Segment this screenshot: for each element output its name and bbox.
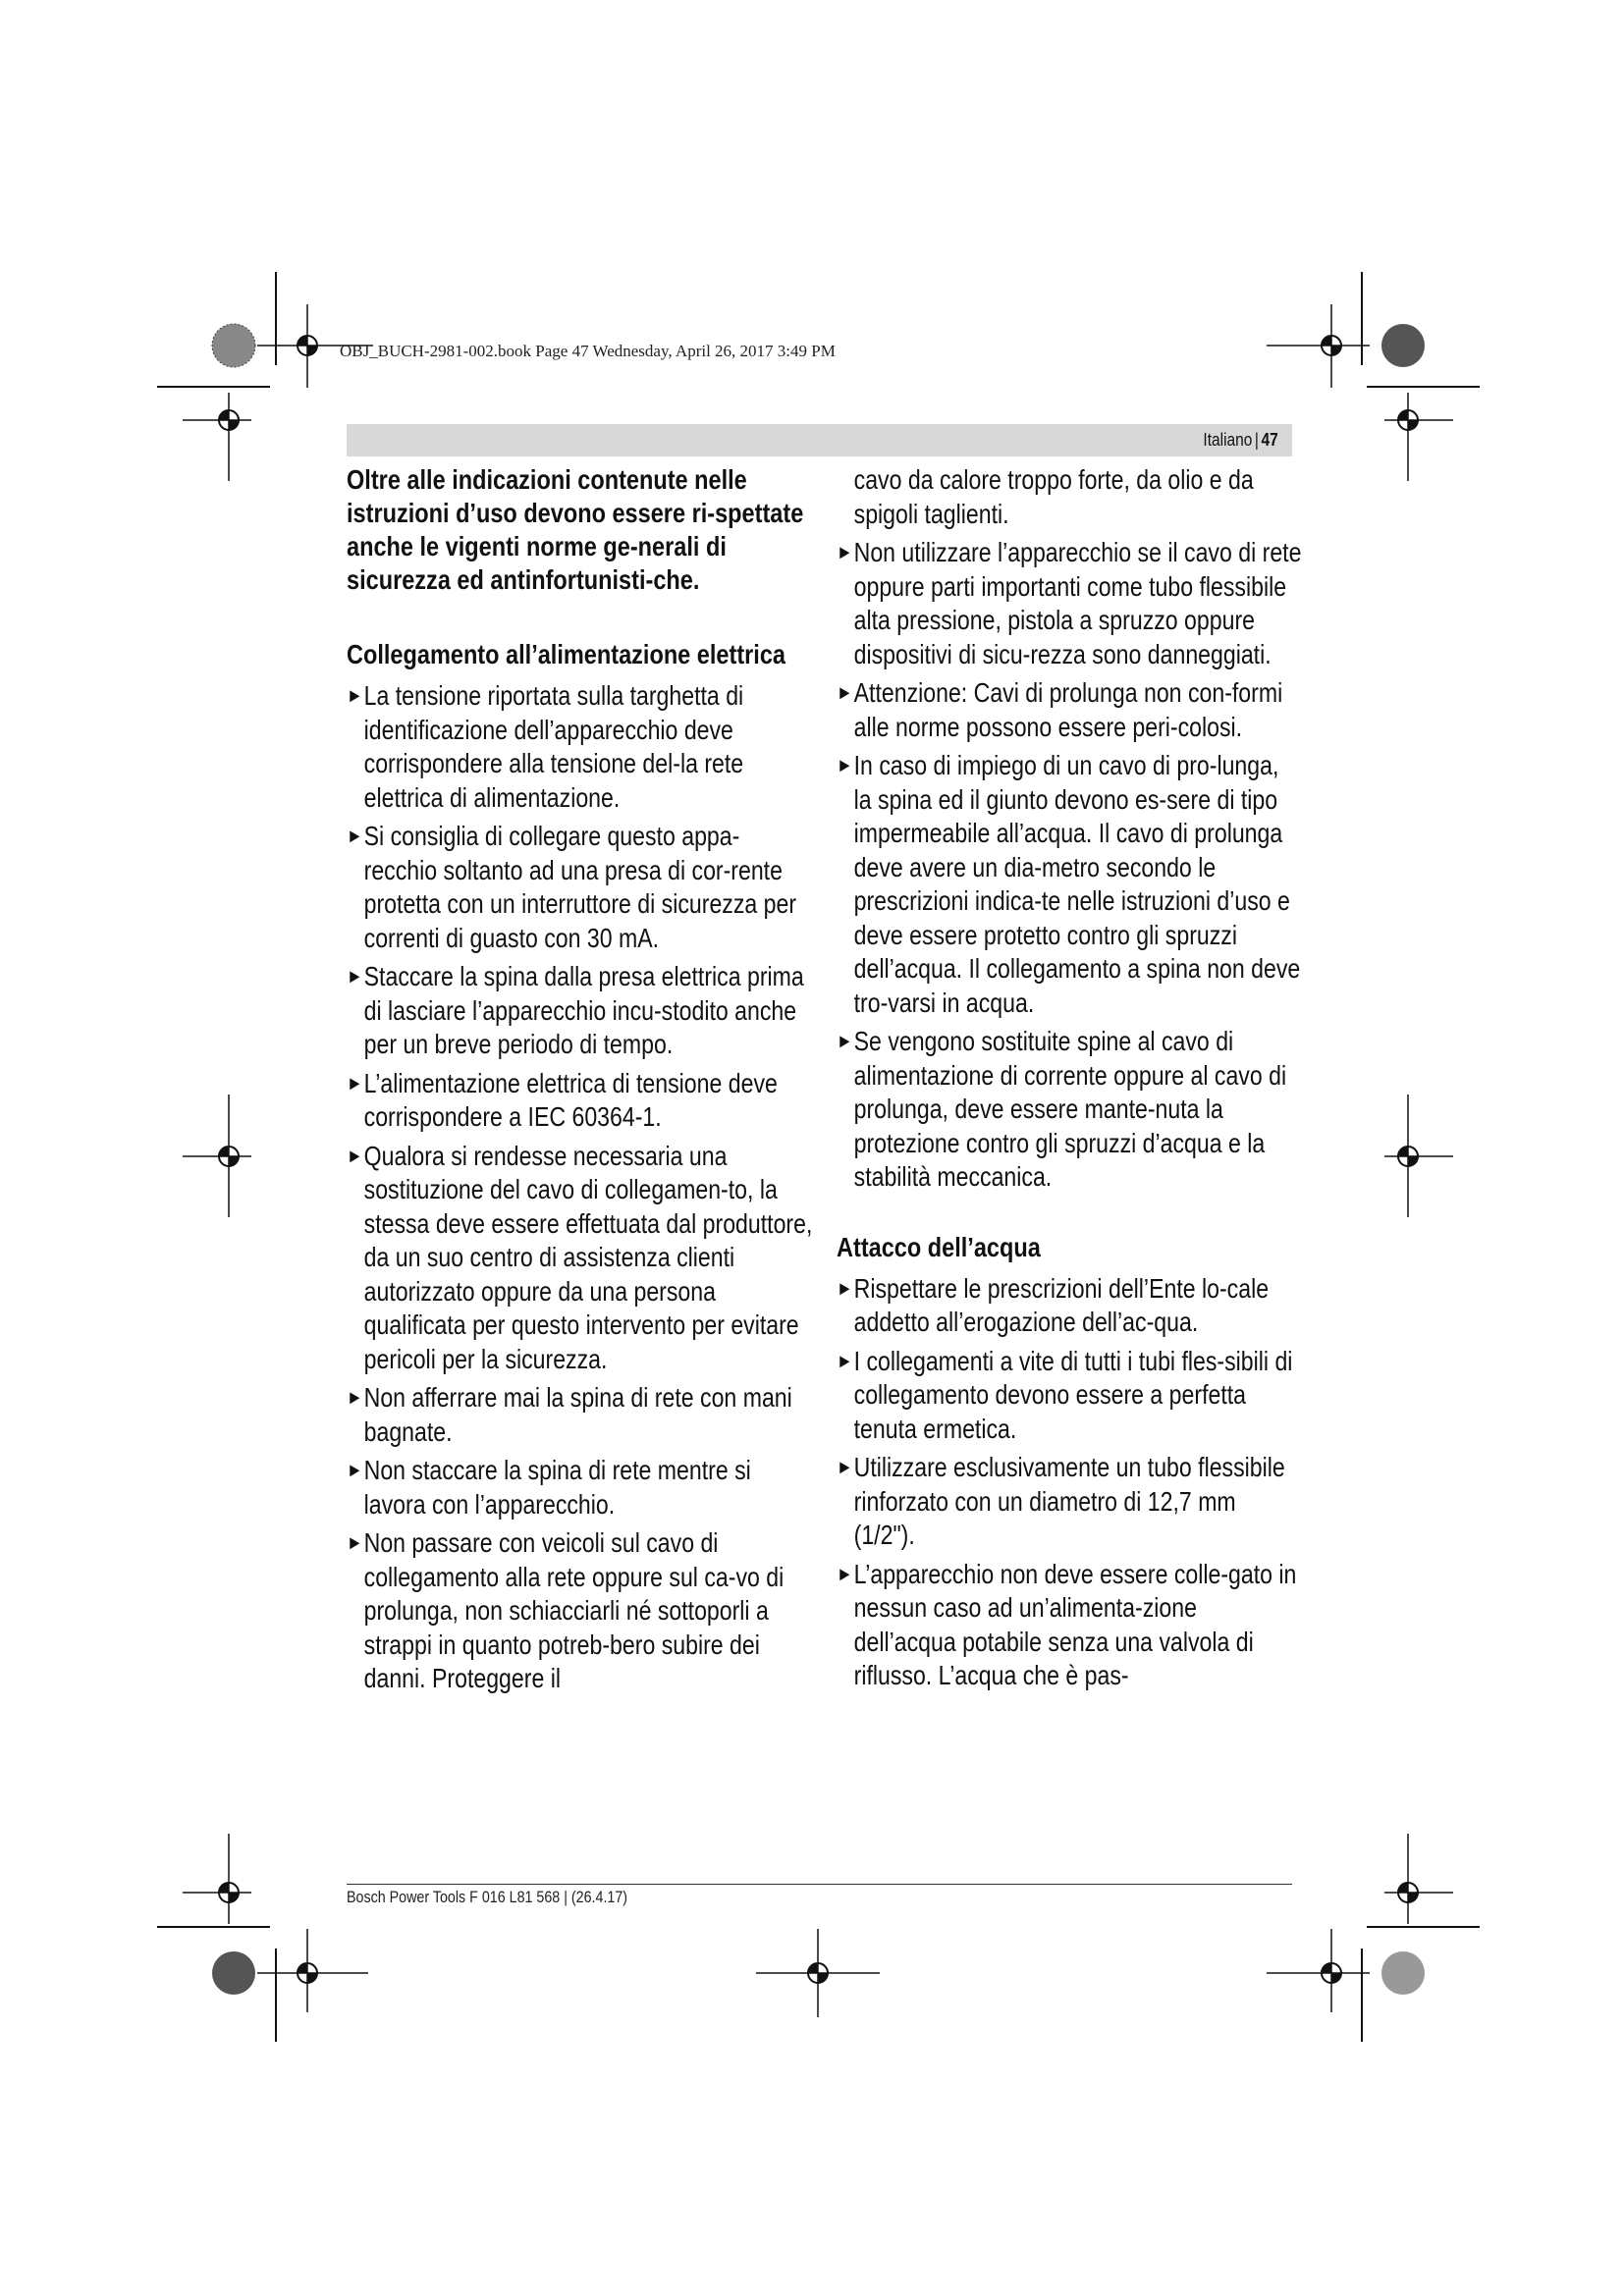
registration-mark — [219, 410, 239, 430]
color-bar-circle — [1381, 324, 1425, 367]
bullet-triangle-icon: ► — [837, 1277, 853, 1300]
intro-paragraph: Oltre alle indicazioni contenute nelle istruzioni d’uso devono essere ri-spettate anche le vigenti norme ge-nerali di sicurezza ed antinfortunisti-che. — [347, 464, 804, 595]
list-item: ► Attenzione: Cavi di prolunga non con-formi alle norme possono essere peri-colosi. — [837, 677, 1283, 742]
bullet-triangle-icon: ► — [347, 1387, 363, 1409]
registration-mark — [219, 1883, 239, 1902]
list-item: ► Se vengono sostituite spine al cavo di alimentazione di corrente oppure al cavo di prolunga, deve essere mante-nuta la protezione contro gli spruzzi d’acqua e la stabilità meccanica. — [837, 1026, 1287, 1192]
registration-mark — [1322, 1963, 1341, 1983]
list-item: ► In caso di impiego di un cavo di pro-lunga, la spina ed il giunto devono es-sere di tipo impermeabile all’acqua. Il cavo di prolunga deve avere un dia-metro secondo le prescrizioni indica-te nelle istruzioni d’uso e deve essere protetto contro gli spruzzi dell’acqua. Il collegamento a spina non deve tro-varsi in acqua. — [837, 750, 1301, 1018]
section-title-electrical: Collegamento all’alimentazione elettrica — [347, 639, 786, 669]
water-connection-list — [837, 1272, 1303, 1693]
bullet-triangle-icon: ► — [347, 1145, 363, 1167]
list-item: ► Non afferrare mai la spina di rete con mani bagnate. — [347, 1382, 792, 1447]
left-column — [347, 463, 814, 1701]
registration-mark — [298, 336, 317, 355]
list-item: ► Non passare con veicoli sul cavo di collegamento alla rete oppure sul ca-vo di prolunga, non schiacciarli né sottoporli a strappi in quanto potreb-bero subire dei danni. Proteggere il — [347, 1527, 785, 1693]
page-footer: Bosch Power Tools F 016 L81 568 | (26.4.17) — [347, 1888, 628, 1906]
bullet-triangle-icon: ► — [347, 1532, 363, 1554]
registration-mark — [1398, 1883, 1418, 1902]
bullet-triangle-icon: ► — [837, 1457, 853, 1478]
registration-mark — [808, 1963, 828, 1983]
bullet-triangle-icon: ► — [347, 685, 363, 707]
bullet-triangle-icon: ► — [837, 755, 853, 776]
right-column — [837, 463, 1304, 1698]
list-item: ► Si consiglia di collegare questo appa-recchio soltanto ad una presa di cor-rente protetta con un interruttore di sicurezza per correnti di guasto con 30 mA. — [347, 821, 797, 953]
list-item: ► Qualora si rendesse necessaria una sostituzione del cavo di collegamen-to, la stessa deve essere effettuata dal produttore, da un suo centro di assistenza clienti autorizzato oppure da una persona qualificata per questo intervento per evitare pericoli per la sicurezza. — [347, 1140, 813, 1374]
bullet-triangle-icon: ► — [837, 1350, 853, 1372]
list-item: ► L’apparecchio non deve essere colle-gato in nessun caso ad un’alimenta-zione dell’acqua potabile senza una valvola di riflusso. L’acqua che è pas- — [837, 1558, 1297, 1690]
header-language: Italiano — [1203, 430, 1253, 450]
book-info-line: OBJ_BUCH-2981-002.book Page 47 Wednesday, April 26, 2017 3:49 PM — [340, 342, 836, 360]
registration-mark — [1322, 336, 1341, 355]
bullet-triangle-icon: ► — [347, 966, 363, 988]
bullet-triangle-icon: ► — [837, 1031, 853, 1052]
continued-text: cavo da calore troppo forte, da olio e da spigoli taglienti. — [853, 464, 1254, 529]
registration-mark — [1398, 410, 1418, 430]
section-title-water: Attacco dell’acqua — [837, 1231, 1041, 1262]
list-item: ► Utilizzare esclusivamente un tubo flessibile rinforzato con un diametro di 12,7 mm (1/2"). — [837, 1452, 1285, 1550]
header-separator: | — [1255, 430, 1260, 450]
footer-rule — [347, 1884, 1292, 1885]
list-item: ► La tensione riportata sulla targhetta di identificazione dell’apparecchio deve corrispondere alla tensione del-la rete elettrica di alimentazione. — [347, 680, 744, 813]
list-item: ► Staccare la spina dalla presa elettrica prima di lasciare l’apparecchio incu-stodito anche per un breve periodo di tempo. — [347, 961, 804, 1059]
page-header — [347, 424, 1292, 456]
bullet-triangle-icon: ► — [347, 1460, 363, 1481]
registration-mark — [1398, 1147, 1418, 1166]
bullet-triangle-icon: ► — [837, 682, 853, 704]
header-text — [1204, 430, 1278, 451]
color-bar-circle — [212, 1951, 255, 1995]
list-item: ► I collegamenti a vite di tutti i tubi fles-sibili di collegamento devono essere a perfetta tenuta ermetica. — [837, 1345, 1293, 1444]
list-item: ► Rispettare le prescrizioni dell’Ente lo-cale addetto all’erogazione dell’ac-qua. — [837, 1272, 1270, 1337]
registration-mark — [298, 1963, 317, 1983]
bullet-triangle-icon: ► — [347, 826, 363, 847]
color-bar-circle — [1381, 1951, 1425, 1995]
electrical-safety-list-continued — [837, 536, 1303, 1195]
bullet-triangle-icon: ► — [837, 1563, 853, 1585]
registration-mark — [219, 1147, 239, 1166]
list-item: ► Non utilizzare l’apparecchio se il cavo di rete oppure parti importanti come tubo flessibile alta pressione, pistola a spruzzo oppure dispositivi di sicu-rezza sono danneggiati. — [837, 537, 1302, 669]
bullet-triangle-icon: ► — [837, 542, 853, 563]
electrical-safety-list — [347, 679, 813, 1696]
page-number: 47 — [1261, 430, 1278, 450]
bullet-triangle-icon: ► — [347, 1072, 363, 1095]
list-item: ► L’alimentazione elettrica di tensione deve corrispondere a IEC 60364-1. — [347, 1067, 778, 1132]
list-item: ► Non staccare la spina di rete mentre si lavora con l’apparecchio. — [347, 1455, 751, 1520]
